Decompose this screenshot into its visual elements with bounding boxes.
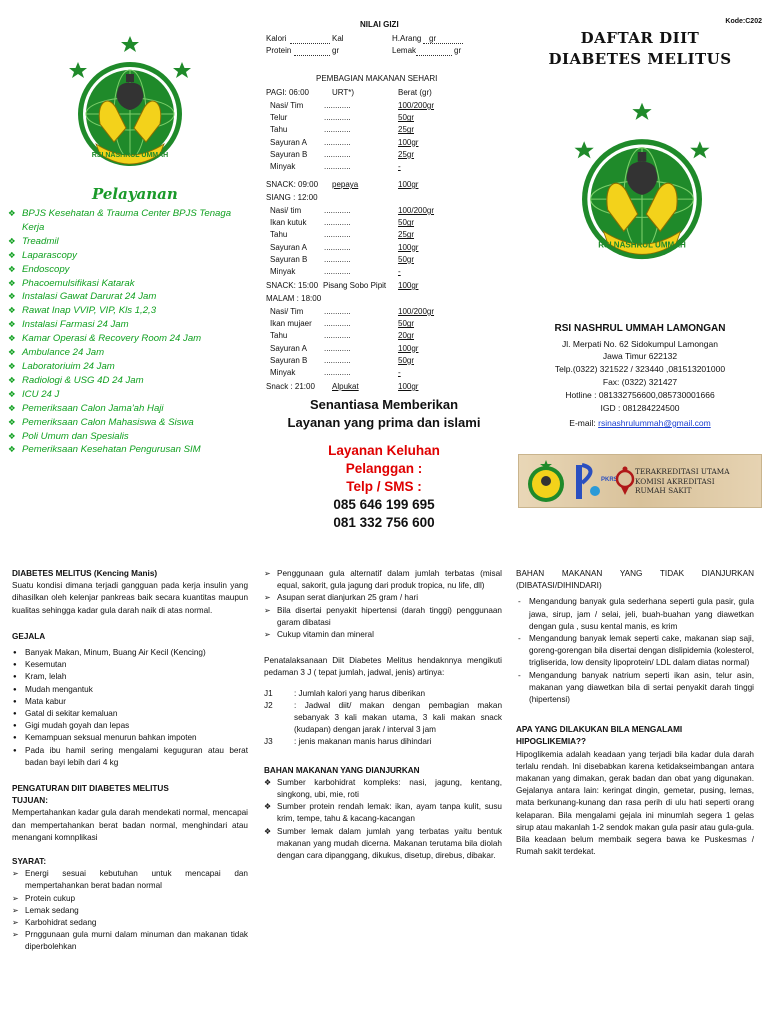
address-line2: Jawa Timur 622132 xyxy=(602,351,678,361)
protein-label: Protein xyxy=(266,46,292,55)
small-logo-icon xyxy=(523,458,569,506)
snack1-item: pepaya xyxy=(332,180,359,189)
diet-item-urt: ............ xyxy=(324,343,351,353)
dianjurkan-title: BAHAN MAKANAN YANG DIANJURKAN xyxy=(264,765,420,775)
syarat-list xyxy=(12,868,248,953)
dm-heading: DIABETES MELITUS (Kencing Manis) xyxy=(12,569,158,578)
diet-item-name: Tahu xyxy=(270,331,288,341)
gejala-item: ● Kesemutan xyxy=(12,659,248,671)
diet-item-name: Ikan mujaer xyxy=(270,319,312,329)
urt-header: URT*) xyxy=(332,88,355,97)
diet-item-name: Tahu xyxy=(270,125,288,135)
service-item: ❖ Instalasi Farmasi 24 Jam xyxy=(6,318,254,332)
service-item: ❖ ICU 24 J xyxy=(6,388,254,402)
j-row xyxy=(264,700,502,737)
motto-line2: Layanan yang prima dan islami xyxy=(287,415,481,430)
dianjurkan-item: ❖ Sumber karbohidrat kompleks: nasi, jagung, kentang, singkong, ubi, mie, roti xyxy=(264,777,502,801)
cover-panel xyxy=(512,0,768,540)
tujuan-text: Mempertahankan kadar gula darah mendekati normal, mencapai dan mempertahankan berat badan normal, menghindari atau menangani komnplikasi xyxy=(12,808,248,842)
harang-unit: gr xyxy=(429,34,437,43)
phone-1[interactable]: 085 646 199 695 xyxy=(333,497,435,512)
dianjurkan-item: ❖ Sumber lemak dalam jumlah yang terbatas yaitu bentuk makanan yang mudah dicerna. Makanan terutama bila diolah dengan cara dipanggang, dikukus, disetup, direbus, dibakar. xyxy=(264,826,502,863)
gejala-item: ● Kram, lelah xyxy=(12,671,248,683)
gejala-title: GEJALA xyxy=(12,631,46,641)
diet-item-urt: ............ xyxy=(324,368,351,377)
three-j-list xyxy=(264,688,502,749)
gejala-item: ● Pada ibu hamil sering mengalami keguguran atau berat badan bayi lebih dari 4 kg xyxy=(12,745,248,769)
diet-item-name: Nasi/ Tim xyxy=(270,307,304,316)
motto xyxy=(256,396,512,432)
diet-item-urt: ............ xyxy=(324,254,351,264)
diet-item-name: Sayuran B xyxy=(270,149,308,159)
diet-item-urt: ............ xyxy=(324,242,351,252)
gejala-item: ● Banyak Makan, Minum, Buang Air Kecil (Kencing) xyxy=(12,647,248,659)
syarat-more-item: ➢ Asupan serat dianjurkan 25 gram / hari xyxy=(264,592,502,604)
j-key: J2 xyxy=(264,700,273,710)
diet-item-berat: 25gr xyxy=(398,230,415,240)
diet-item-name: Minyak xyxy=(270,267,296,276)
malam-time: MALAM : 18:00 xyxy=(266,294,322,303)
igd-line: IGD : 081284224500 xyxy=(600,403,680,413)
hospital-name: RSI NASHRUL UMMAH LAMONGAN xyxy=(554,323,726,334)
diet-item-berat: 100/200gr xyxy=(398,206,435,215)
diet-item-urt: ............ xyxy=(324,162,351,171)
lemak-blank xyxy=(416,46,452,56)
service-item: ❖ Laparascopy xyxy=(6,249,254,263)
syarat-more-item: ➢ Cukup vitamin dan mineral xyxy=(264,629,502,641)
diet-item-name: Tahu xyxy=(270,230,288,240)
accred-line3: RUMAH SAKIT xyxy=(635,486,692,495)
service-item: ❖ Ambulance 24 Jam xyxy=(6,346,254,360)
syarat-more-list xyxy=(264,568,502,641)
penatalaksanaan-text: Penatalaksanaan Diit Diabetes Melitus hendaknnya mengikuti pedaman 3 J ( tepat jumlah, jadwal, jenis) artinya: xyxy=(264,656,502,678)
pkrs-label: PKRS xyxy=(601,477,618,483)
diet-item-berat: - xyxy=(398,162,401,171)
diet-item-berat: 25gr xyxy=(398,149,415,159)
diet-item-name: Sayuran A xyxy=(270,343,307,353)
diet-item-urt: ............ xyxy=(324,149,351,159)
snack1-berat: 100gr xyxy=(398,180,419,189)
snack2-berat: 100gr xyxy=(398,281,419,290)
diet-item-berat: 20gr xyxy=(398,331,415,341)
syarat-item: ➢ Lemak sedang xyxy=(12,905,248,917)
diet-item-urt: ............ xyxy=(324,230,351,240)
telp-line: Telp.(0322) 321522 / 323440 ,081513201000 xyxy=(554,364,726,374)
snack3-item: Alpukat xyxy=(332,382,359,391)
hotline-line: Hotline : 081332756600,085730001666 xyxy=(565,390,715,400)
diet-item-urt: ............ xyxy=(324,331,351,341)
syarat-title: SYARAT: xyxy=(12,857,47,867)
diet-item-name: Nasi/ tim xyxy=(270,206,302,215)
hipo-title: APA YANG DILAKUKAN BILA MENGALAMI HIPOGLIKEMIA?? xyxy=(516,725,683,747)
harang-label: H.Arang xyxy=(392,34,422,43)
service-item: ❖ Endoscopy xyxy=(6,263,254,277)
syarat-more-item: ➢ Bila disertai penyakit hipertensi (darah tinggi) penggunaan garam dibatasi xyxy=(264,605,502,629)
j-row xyxy=(264,688,502,700)
siang-time: SIANG : 12:00 xyxy=(266,193,318,202)
diet-item-name: Nasi/ Tim xyxy=(270,101,304,110)
accred-line2: KOMISI AKREDITASI xyxy=(635,476,715,486)
syarat-item: ➢ Protein cukup xyxy=(12,893,248,905)
pagi-time: PAGI: 06:00 xyxy=(266,88,309,97)
email-line xyxy=(512,418,768,429)
nutrition-title: NILAI GIZI xyxy=(360,20,399,29)
diet-item-urt: ............ xyxy=(324,267,351,276)
syarat-item: ➢ Karbohidrat sedang xyxy=(12,917,248,929)
service-item: ❖ Rawat Inap VVIP, VIP, Kls 1,2,3 xyxy=(6,304,254,318)
diet-item-berat: 50gr xyxy=(398,113,415,123)
diet-item-urt: ............ xyxy=(324,319,351,329)
services-list xyxy=(6,207,254,457)
diet-item-berat: 50gr xyxy=(398,254,415,264)
kalori-blank xyxy=(290,34,330,44)
gejala-item: ● Mata kabur xyxy=(12,696,248,708)
diet-item-berat: 25gr xyxy=(398,125,415,135)
snack2-time: SNACK: 15:00 xyxy=(266,281,319,290)
svg-text:RSI NASHRUL UMMAH: RSI NASHRUL UMMAH xyxy=(598,240,686,250)
gejala-item: ● Gatal di sekitar kemaluan xyxy=(12,708,248,720)
info-column-middle xyxy=(264,560,502,862)
tujuan-title: TUJUAN: xyxy=(12,796,48,806)
document-title xyxy=(512,28,768,70)
j-value: : jenis makanan manis harus dihindari xyxy=(294,737,432,747)
division-title: PEMBAGIAN MAKANAN SEHARI xyxy=(316,74,438,83)
accreditation-banner xyxy=(518,454,762,508)
complaint-line3: Telp / SMS : xyxy=(346,479,422,494)
hospital-logo xyxy=(60,32,200,174)
document-code: Kode:C202 xyxy=(725,18,762,25)
diet-item-name: Minyak xyxy=(270,162,296,171)
services-panel xyxy=(0,0,256,540)
j-row xyxy=(264,736,502,748)
diet-item-urt: ............ xyxy=(324,137,351,147)
service-item: ❖ Phacoemulsifikasi Katarak xyxy=(6,277,254,291)
service-item: ❖ Kamar Operasi & Recovery Room 24 Jam xyxy=(6,332,254,346)
diet-item-name: Telur xyxy=(270,113,288,123)
diet-schedule-panel xyxy=(256,0,512,540)
diet-item-berat: - xyxy=(398,267,401,276)
snack2-item: Pisang Sobo Pipit xyxy=(323,281,387,290)
pengaturan-title: PENGATURAN DIIT DIABETES MELITUS xyxy=(12,784,169,794)
diet-item-berat: 100/200gr xyxy=(398,307,435,316)
diet-item-berat: 50gr xyxy=(398,319,415,329)
lemak-unit: gr xyxy=(454,46,462,55)
diet-item-urt: ............ xyxy=(324,307,351,316)
service-item: ❖ Treadmil xyxy=(6,235,254,249)
fax-line: Fax: (0322) 321427 xyxy=(602,377,678,387)
email-link[interactable]: rsinashrulummah@gmail.com xyxy=(598,418,711,428)
snack1-time: SNACK: 09:00 xyxy=(266,180,319,189)
j-key: J3 xyxy=(264,737,273,747)
diet-item-name: Sayuran A xyxy=(270,242,307,252)
complaint-line1: Layanan Keluhan xyxy=(328,443,440,458)
diet-item-name: Sayuran A xyxy=(270,137,307,147)
diet-item-urt: ............ xyxy=(324,206,351,215)
service-item: ❖ Pemeriksaan Calon Jama'ah Haji xyxy=(6,402,254,416)
diet-item-berat: 50gr xyxy=(398,218,415,228)
title-line1: DAFTAR DIIT xyxy=(580,29,700,47)
accred-line1: TERAKREDITASI UTAMA xyxy=(635,467,730,476)
diet-item-berat: 100gr xyxy=(398,137,419,147)
service-item: ❖ Poli Umum dan Spesialis xyxy=(6,430,254,444)
lemak-label: Lemak xyxy=(392,46,417,55)
gejala-item: ● Kemampuan seksual menurun bahkan impoten xyxy=(12,732,248,744)
diet-item-urt: ............ xyxy=(324,355,351,365)
tidak-item: - Mengandung banyak natrium seperti ikan asin, telur asin, makanan yang diawetkan bila di sertai penyakit darah tinggi (hipertensi) xyxy=(516,670,754,707)
services-title: Pelayanan xyxy=(92,185,178,203)
snack3-time: Snack : 21:00 xyxy=(266,382,315,391)
dianjurkan-item: ❖ Sumber protein rendah lemak: ikan, ayam tanpa kulit, susu krim, tempe, tahu & kacang-kacangan xyxy=(264,801,502,825)
syarat-more-item: ➢ Penggunaan gula alternatif dalam jumlah terbatas (misal equal, sakorit, gula jagung dari produk tropica, nu life, dll) xyxy=(264,568,502,592)
accreditation-text xyxy=(635,467,730,496)
diet-item-berat: 100gr xyxy=(398,343,419,353)
diet-item-berat: 100/200gr xyxy=(398,101,435,110)
pkrs-logo-icon xyxy=(573,461,603,503)
service-item: ❖ Pemeriksaan Calon Mahasiswa & Siswa xyxy=(6,416,254,430)
diet-item-berat: - xyxy=(398,368,401,377)
hospital-logo-large xyxy=(567,98,717,266)
gejala-list xyxy=(12,647,248,769)
service-item: ❖ Laboratoriuim 24 Jam xyxy=(6,360,254,374)
service-item: ❖ Instalasi Gawat Darurat 24 Jam xyxy=(6,290,254,304)
service-item: ❖ Pemeriksaan Kesehatan Pengurusan SIM xyxy=(6,443,254,457)
complaint-phones xyxy=(256,496,512,532)
tidak-list xyxy=(516,596,754,706)
tidak-item: - Mengandung banyak lemak seperti cake, makanan siap saji, goreng-gorengan bila disertai dengan dislipidemia (kolesterol, trigliserida, low density lipoprotein/ LDL dalam diatas normal) xyxy=(516,633,754,670)
berat-header: Berat (gr) xyxy=(398,88,432,97)
phone-2[interactable]: 081 332 756 600 xyxy=(333,515,435,530)
service-item: ❖ Radiologi & USG 4D 24 Jam xyxy=(6,374,254,388)
info-column-right xyxy=(516,560,754,858)
kalori-unit: Kal xyxy=(332,34,344,43)
gejala-item: ● Mudah mengantuk xyxy=(12,684,248,696)
diet-item-urt: ............ xyxy=(324,218,351,228)
service-item: ❖ BPJS Kesehatan & Trauma Center BPJS Tenaga Kerja xyxy=(6,207,254,235)
diet-item-urt: ............ xyxy=(324,101,351,110)
j-value: : Jadwal diit/ makan dengan pembagian makan sebanyak 3 kali makan utama, 3 kali makan snack (kudapan) dengan jarak / interval 3 jam xyxy=(294,700,502,735)
diet-item-name: Minyak xyxy=(270,368,296,377)
gejala-item: ● Gigi mudah goyah dan lepas xyxy=(12,720,248,732)
email-label: E-mail: xyxy=(569,418,596,428)
diet-item-name: Sayuran B xyxy=(270,254,308,264)
info-column-left xyxy=(12,560,248,954)
tidak-item: - Mengandung banyak gula sederhana seperti gula pasir, gula jawa, sirup, jam / selai, jeli, buah-buahan yang diawetkan dengan gula , susu kental manis, es krim xyxy=(516,596,754,633)
tidak-title: BAHAN MAKANAN YANG TIDAK DIANJURKAN (DIBATASI/DIHINDARI) xyxy=(516,569,754,591)
diet-item-name: Sayuran B xyxy=(270,355,308,365)
kalori-label: Kalori xyxy=(266,34,287,43)
svg-text:RSI NASHRUL UMMAH: RSI NASHRUL UMMAH xyxy=(91,152,169,159)
snack3-berat: 100gr xyxy=(398,382,419,391)
j-key: J1 xyxy=(264,688,273,698)
complaint-heading xyxy=(256,442,512,496)
protein-blank xyxy=(294,46,330,56)
title-line2: DIABETES MELITUS xyxy=(548,50,732,68)
motto-line1: Senantiasa Memberikan xyxy=(309,397,459,412)
syarat-item: ➢ Energi sesuai kebutuhan untuk mencapai dan mempertahankan berat badan normal xyxy=(12,868,248,892)
dianjurkan-list xyxy=(264,777,502,862)
diet-item-berat: 100gr xyxy=(398,242,419,252)
address-line1: Jl. Merpati No. 62 Sidokumpul Lamongan xyxy=(562,339,718,349)
syarat-item: ➢ Prnggunaan gula murni dalam minuman dan makanan tidak diperbolehkan xyxy=(12,929,248,953)
complaint-line2: Pelanggan : xyxy=(345,461,423,476)
protein-unit: gr xyxy=(332,46,340,55)
diet-item-name: Ikan kutuk xyxy=(270,218,307,228)
dm-intro: Suatu kondisi dimana terjadi gangguan pada kerja insulin yang dihasilkan oleh kelenjar pankreas baik secara kuantitas maupun kualitas sehingga kadar gula darah naik di atas normal. xyxy=(12,581,248,615)
hipo-text: Hipoglikemia adalah keadaan yang terjadi bila kadar dula darah terlalu rendah. Ini disebabkan karena ketidakseimbangan antara makanan yang dimakan, gerak badan dan obat yang digunakan. Gejalanya antara lain: keringat dingin, gemetar, pusing, lemas, mata berkunang-kunang dan rasa perih di ulu hati seperti orang kelaparan. Bila mengalami gejala ini minumlah segera 1 gelas sirup atau makanlah 1-2 sendok makan gula pasir atau gula-gula. Bila keadaan belum membaik segera bawa ke Puskesmas / Rumah sakit terdekat. xyxy=(516,749,754,857)
kars-logo-icon xyxy=(615,465,635,497)
hospital-logo-icon xyxy=(60,32,200,174)
diet-item-urt: ............ xyxy=(324,125,351,135)
j-value: : Jumlah kalori yang harus diberikan xyxy=(294,688,426,698)
diet-item-berat: 50gr xyxy=(398,355,415,365)
hospital-logo-large-icon xyxy=(567,98,717,266)
diet-item-urt: ............ xyxy=(324,113,351,123)
